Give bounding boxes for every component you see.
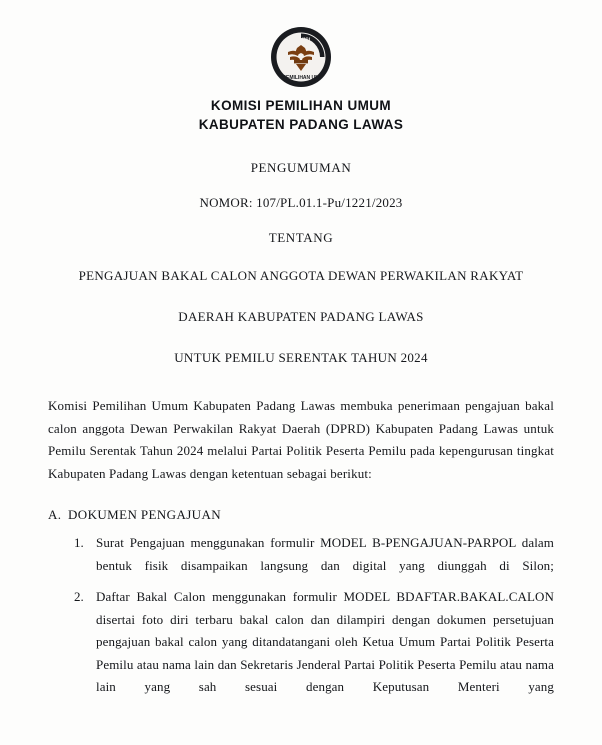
document-type-label: PENGUMUMAN xyxy=(250,160,352,175)
intro-paragraph: Komisi Pemilihan Umum Kabupaten Padang Lawas membuka penerimaan pengajuan bakal calon anggota Dewan Perwakilan Rakyat Daerah (DPRD) Kabupaten Padang Lawas untuk Pemilu Serentak Tahun 2024 melalui Partai Politik Peserta Pemilu pada kepengurusan tingkat Kabupaten Padang Lawas dengan ketentuan sebagai berikut: xyxy=(48,398,554,481)
section-dokumen-pengajuan xyxy=(48,507,554,699)
section-heading xyxy=(48,507,554,523)
organization-title xyxy=(0,96,602,134)
document-subject-line1: PENGAJUAN BAKAL CALON ANGGOTA DEWAN PERWAKILAN RAKYAT xyxy=(78,268,524,283)
document-subject-line2: DAERAH KABUPATEN PADANG LAWAS xyxy=(178,309,424,324)
section-title: DOKUMEN PENGAJUAN xyxy=(68,507,222,522)
section-item-list xyxy=(48,532,554,699)
document-heading xyxy=(0,160,602,369)
list-item-number: 1. xyxy=(74,535,84,550)
list-item xyxy=(48,532,554,577)
kpu-garuda-logo-icon xyxy=(270,26,332,88)
about-label: TENTANG xyxy=(268,230,334,245)
logo-container xyxy=(0,0,602,88)
page-bottom-fade xyxy=(0,735,602,745)
list-item-text: Surat Pengajuan menggunakan formulir MODEL B-PENGAJUAN-PARPOL dalam bentuk fisik disampaikan langsung dan digital yang diunggah di Silon; xyxy=(96,535,554,573)
list-item-text: Daftar Bakal Calon menggunakan formulir MODEL BDAFTAR.BAKAL.CALON disertai foto diri terbaru bakal calon dan dilampiri dengan dokumen persetujuan pengajuan bakal calon yang ditandatangani oleh Ketua Umum Partai Politik Peserta Pemilu atau nama lain dan Sekretaris Jenderal Partai Politik Peserta Pemilu atau nama lain yang sah sesuai dengan Keputusan Menteri yang xyxy=(96,589,554,694)
section-letter: A. xyxy=(48,507,62,522)
document-subject-line3: UNTUK PEMILU SERENTAK TAHUN 2024 xyxy=(174,350,428,365)
list-item xyxy=(48,586,554,699)
document-number: NOMOR: 107/PL.01.1-Pu/1221/2023 xyxy=(199,195,403,210)
svg-text:PEMILIHAN UM: PEMILIHAN UM xyxy=(282,75,320,81)
svg-text:KOMISI: KOMISI xyxy=(291,37,311,44)
org-title-line2: KABUPATEN PADANG LAWAS xyxy=(198,117,404,132)
list-item-number: 2. xyxy=(74,589,84,604)
org-title-line1: KOMISI PEMILIHAN UMUM xyxy=(210,98,392,113)
